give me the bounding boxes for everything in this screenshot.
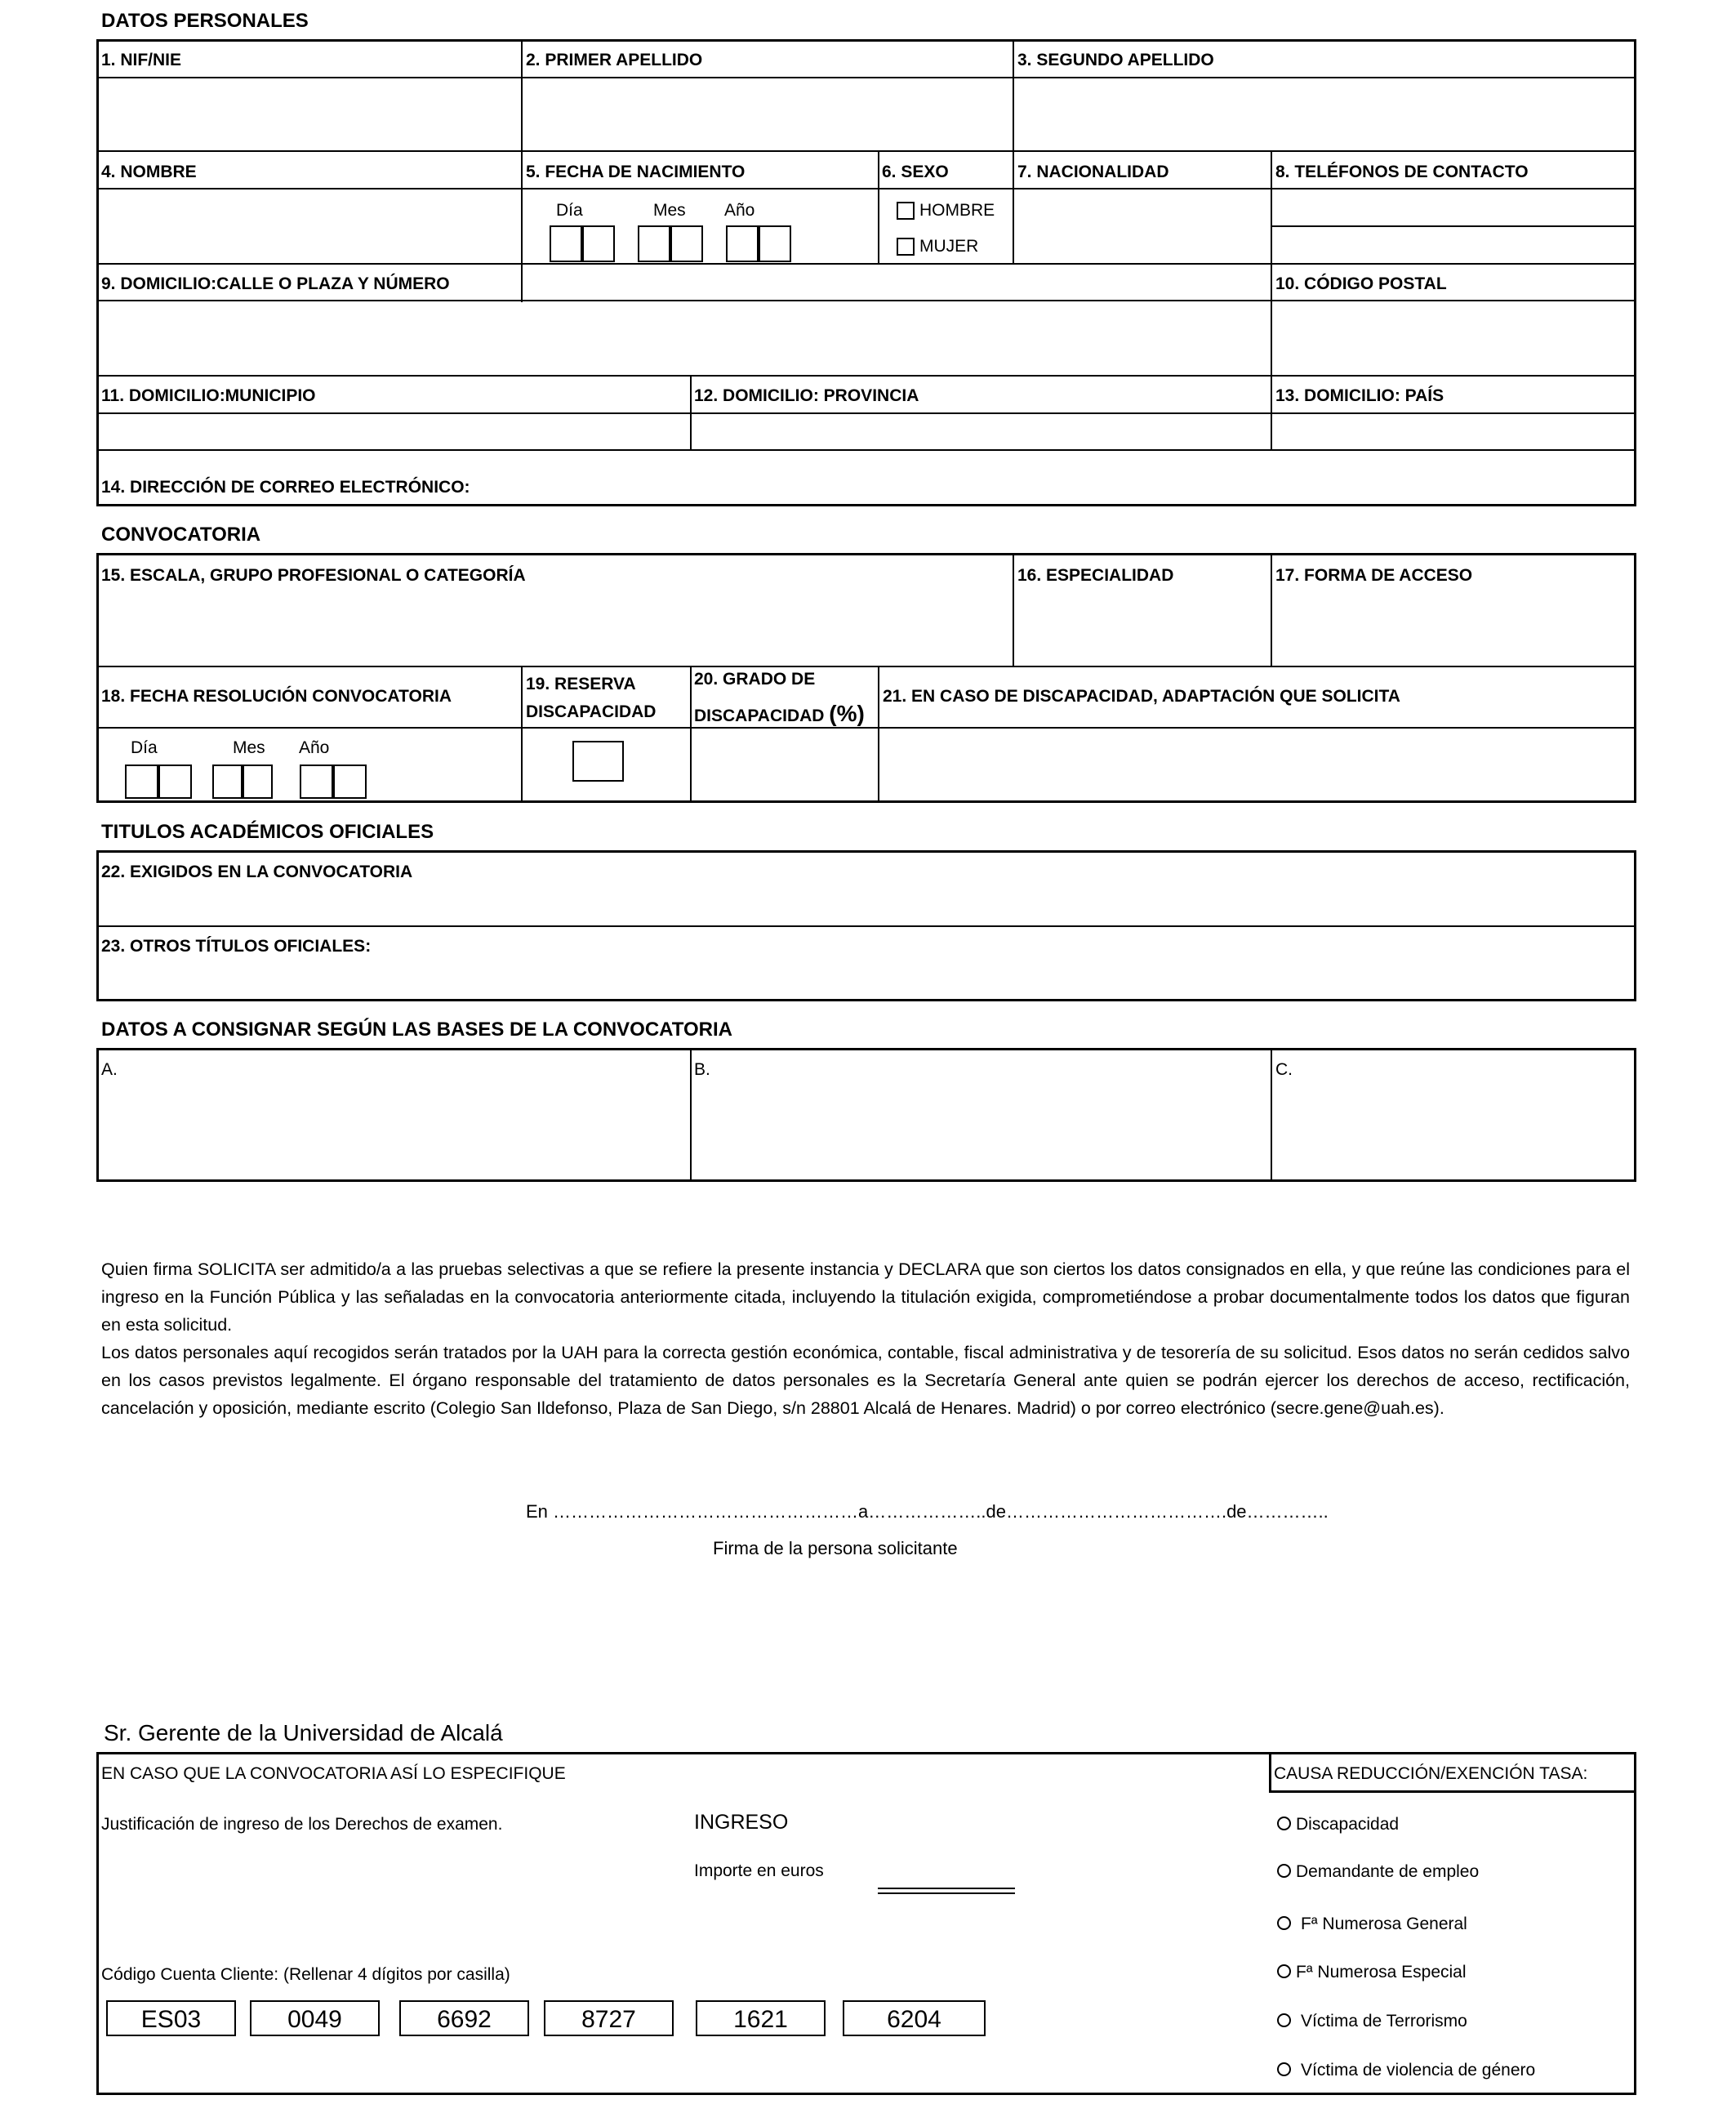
base-a-label: A. xyxy=(101,1060,118,1079)
birth-month-digit-1[interactable] xyxy=(638,225,670,262)
field-reserve-label-1: 19. RESERVA xyxy=(526,675,636,693)
base-c-input[interactable] xyxy=(1272,1082,1633,1179)
cause-option-disability[interactable] xyxy=(1277,1815,1399,1834)
birth-month-label: Mes xyxy=(653,201,686,220)
field-reserve-label-2: DISCAPACIDAD xyxy=(526,702,657,721)
birth-year-digit-1[interactable] xyxy=(726,225,759,262)
payment-header-right: CAUSA REDUCCIÓN/EXENCIÓN TASA: xyxy=(1274,1764,1588,1783)
radio-circle-icon[interactable] xyxy=(1277,1864,1291,1878)
field-required-degrees-label: 22. EXIGIDOS EN LA CONVOCATORIA xyxy=(101,863,413,881)
resolution-day-digit-1[interactable] xyxy=(125,765,158,799)
field-sex-label: 6. SEXO xyxy=(882,163,949,181)
cause-option-terrorism-victim[interactable] xyxy=(1277,2012,1467,2031)
field-street-label: 9. DOMICILIO:CALLE O PLAZA Y NÚMERO xyxy=(101,274,450,293)
cause-label: Fª Numerosa Especial xyxy=(1296,1963,1467,1981)
radio-circle-icon[interactable] xyxy=(1277,1916,1291,1930)
field-province-label: 12. DOMICILIO: PROVINCIA xyxy=(694,386,919,405)
municipality-input[interactable] xyxy=(98,414,688,448)
resolution-month-digit-2[interactable] xyxy=(243,765,273,799)
field-second-surname-label: 3. SEGUNDO APELLIDO xyxy=(1017,51,1214,69)
second-surname-input[interactable] xyxy=(1014,78,1633,149)
cause-label: Discapacidad xyxy=(1296,1815,1400,1834)
radio-circle-icon[interactable] xyxy=(1277,1964,1291,1978)
field-municipality-label: 11. DOMICILIO:MUNICIPIO xyxy=(101,386,316,405)
signature-caption: Firma de la persona solicitante xyxy=(713,1538,958,1558)
resolution-day-digit-2[interactable] xyxy=(158,765,192,799)
section-title-personal: DATOS PERSONALES xyxy=(101,10,309,32)
account-code-label: Código Cuenta Cliente: (Rellenar 4 dígitos por casilla) xyxy=(101,1965,510,1984)
base-b-input[interactable] xyxy=(692,1082,1269,1179)
section-title-degrees: TITULOS ACADÉMICOS OFICIALES xyxy=(101,821,434,843)
resolution-day-label: Día xyxy=(131,738,158,757)
resolution-month-digit-1[interactable] xyxy=(212,765,243,799)
street-input[interactable] xyxy=(98,301,1269,373)
phone-input-2[interactable] xyxy=(1272,227,1633,261)
first-surname-input[interactable] xyxy=(523,78,1011,149)
birth-day-digit-1[interactable] xyxy=(550,225,582,262)
province-input[interactable] xyxy=(692,414,1269,448)
cause-label: Fª Numerosa General xyxy=(1301,1915,1467,1933)
birth-month-digit-2[interactable] xyxy=(670,225,703,262)
fee-justification-text: Justificación de ingreso de los Derechos de examen. xyxy=(101,1815,503,1834)
field-country-label: 13. DOMICILIO: PAÍS xyxy=(1275,386,1444,405)
scale-input[interactable] xyxy=(98,590,1011,664)
declaration-paragraph-2: Los datos personales aquí recogidos serán tratados por la UAH para la correcta gestión económica, contable, fiscal administrativa y de tesorería de su solicitud. Esos datos no serán cedidos salvo en los casos previstos legalmente. El órgano responsable del tratamiento de datos personales es la Secretaría General ante quien se podrán ejercer los derechos de acceso, rectificación, cancelación y oposición, mediante escrito (Colegio San Ildefonso, Plaza de San Diego, s/n 28801 Alcalá de Henares. Madrid) o por correo electrónico (secre.gene@uah.es). xyxy=(101,1343,1630,1418)
required-degrees-input[interactable] xyxy=(98,889,1633,924)
field-postal-code-label: 10. CÓDIGO POSTAL xyxy=(1275,274,1447,293)
other-degrees-input[interactable] xyxy=(98,962,1633,998)
account-code-box-1[interactable]: ES03 xyxy=(106,2000,236,2036)
male-checkbox[interactable] xyxy=(897,202,915,220)
account-code-box-6[interactable]: 6204 xyxy=(843,2000,986,2036)
postal-code-input[interactable] xyxy=(1272,301,1633,373)
field-nif-label: 1. NIF/NIE xyxy=(101,51,182,69)
radio-circle-icon[interactable] xyxy=(1277,2062,1291,2076)
field-nationality-label: 7. NACIONALIDAD xyxy=(1017,163,1169,181)
base-a-input[interactable] xyxy=(98,1082,688,1179)
declaration-text xyxy=(101,1255,1630,1422)
country-input[interactable] xyxy=(1272,414,1633,448)
payment-header-left: EN CASO QUE LA CONVOCATORIA ASÍ LO ESPECIFIQUE xyxy=(101,1764,566,1783)
reserve-checkbox[interactable] xyxy=(572,741,624,782)
birth-day-label: Día xyxy=(556,201,583,220)
field-name-label: 4. NOMBRE xyxy=(101,163,197,181)
field-disability-degree-label-1: 20. GRADO DE xyxy=(694,670,816,689)
base-c-label: C. xyxy=(1275,1060,1293,1079)
field-other-degrees-label: 23. OTROS TÍTULOS OFICIALES: xyxy=(101,937,372,956)
field-specialty-label: 16. ESPECIALIDAD xyxy=(1017,566,1174,585)
female-checkbox[interactable] xyxy=(897,238,915,256)
resolution-month-label: Mes xyxy=(233,738,265,757)
cause-label: Víctima de Terrorismo xyxy=(1301,2012,1467,2031)
place-date-line[interactable]: En ……………………………………………a………………..de……………………………….de………….. xyxy=(526,1501,1329,1522)
phone-input-1[interactable] xyxy=(1272,189,1633,224)
section-title-bases: DATOS A CONSIGNAR SEGÚN LAS BASES DE LA CONVOCATORIA xyxy=(101,1019,732,1041)
sex-option-male[interactable] xyxy=(897,201,995,221)
disability-degree-input[interactable] xyxy=(692,729,876,800)
addressee: Sr. Gerente de la Universidad de Alcalá xyxy=(104,1720,503,1745)
birth-year-digit-2[interactable] xyxy=(759,225,791,262)
cause-label: Víctima de violencia de género xyxy=(1301,2061,1536,2080)
cause-option-large-family-general[interactable] xyxy=(1277,1915,1467,1934)
amount-input[interactable] xyxy=(878,1888,1015,1894)
ingreso-label: INGRESO xyxy=(694,1811,789,1834)
account-code-box-4[interactable]: 8727 xyxy=(544,2000,674,2036)
account-code-box-3[interactable]: 6692 xyxy=(399,2000,529,2036)
sex-option-female[interactable] xyxy=(897,237,978,256)
base-b-label: B. xyxy=(694,1060,710,1079)
email-input[interactable] xyxy=(490,452,1633,504)
field-first-surname-label: 2. PRIMER APELLIDO xyxy=(526,51,703,69)
declaration-paragraph-1: Quien firma SOLICITA ser admitido/a a las pruebas selectivas a que se refiere la presente instancia y DECLARA que son ciertos los datos consignados en ella, y que reúne las condiciones para el ingreso en la Función Pública y las señaladas en la convocatoria anteriormente citada, incluyendo la titulación exigida, comprometiéndose a probar documentalmente todos los datos que figuran en esta solicitud. xyxy=(101,1259,1630,1335)
female-label: MUJER xyxy=(919,237,979,256)
male-label: HOMBRE xyxy=(919,201,995,220)
specialty-input[interactable] xyxy=(1014,590,1269,664)
radio-circle-icon[interactable] xyxy=(1277,2013,1291,2027)
birth-year-label: Año xyxy=(724,201,755,220)
amount-label: Importe en euros xyxy=(694,1861,824,1880)
cause-option-gender-violence-victim[interactable] xyxy=(1277,2061,1535,2080)
resolution-year-label: Año xyxy=(299,738,330,757)
birth-day-digit-2[interactable] xyxy=(582,225,615,262)
adaptation-input[interactable] xyxy=(879,729,1633,800)
section-title-convocatoria: CONVOCATORIA xyxy=(101,524,261,546)
account-code-box-5[interactable]: 1621 xyxy=(696,2000,826,2036)
field-adaptation-label: 21. EN CASO DE DISCAPACIDAD, ADAPTACIÓN QUE SOLICITA xyxy=(883,687,1400,706)
account-code-box-2[interactable]: 0049 xyxy=(250,2000,380,2036)
cause-option-large-family-special[interactable] xyxy=(1277,1963,1467,1982)
access-form-input[interactable] xyxy=(1272,590,1633,664)
field-birthdate-label: 5. FECHA DE NACIMIENTO xyxy=(526,163,746,181)
resolution-year-digit-1[interactable] xyxy=(300,765,333,799)
field-scale-label: 15. ESCALA, GRUPO PROFESIONAL O CATEGORÍA xyxy=(101,566,526,585)
name-input[interactable] xyxy=(98,189,519,261)
field-disability-degree-label-2: DISCAPACIDAD (%) xyxy=(694,701,865,726)
field-resolution-date-label: 18. FECHA RESOLUCIÓN CONVOCATORIA xyxy=(101,687,452,706)
nif-input[interactable] xyxy=(98,78,519,149)
field-email-label: 14. DIRECCIÓN DE CORREO ELECTRÓNICO: xyxy=(101,478,470,497)
resolution-year-digit-2[interactable] xyxy=(333,765,367,799)
nationality-input[interactable] xyxy=(1014,189,1269,261)
cause-option-job-seeker[interactable] xyxy=(1277,1862,1479,1882)
field-access-form-label: 17. FORMA DE ACCESO xyxy=(1275,566,1473,585)
cause-label: Demandante de empleo xyxy=(1296,1862,1480,1881)
radio-circle-icon[interactable] xyxy=(1277,1817,1291,1830)
field-phones-label: 8. TELÉFONOS DE CONTACTO xyxy=(1275,163,1529,181)
